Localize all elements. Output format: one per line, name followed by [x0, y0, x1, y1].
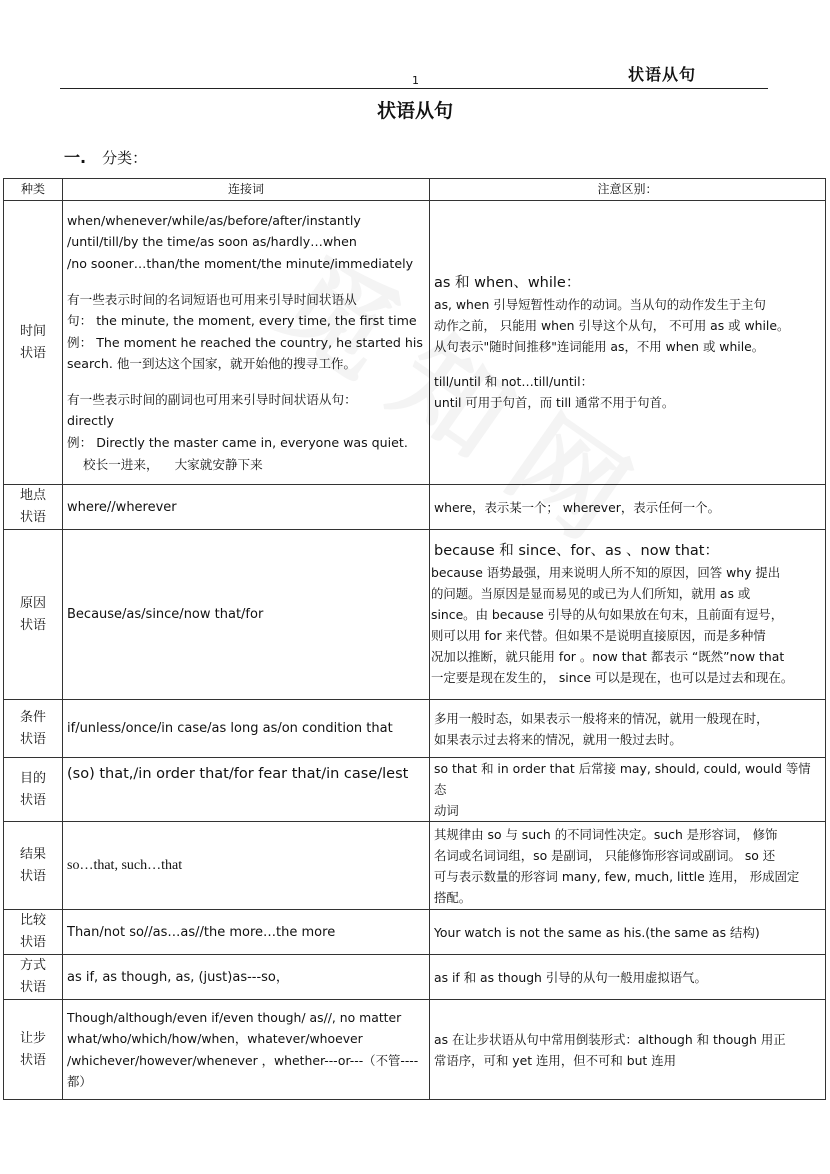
note-cell: Your watch is not the same as his.(the same as 结构)	[430, 910, 826, 955]
section-heading	[64, 145, 147, 168]
note-cell: so that 和 in order that 后常接 may, should, could, would 等情态 动词	[430, 758, 826, 822]
conjunction-cell: when/whenever/while/as/before/after/instantly /until/till/by the time/as soon as/hardly…when /no sooner…than/the moment/the minute/immediately 有一些表示时间的名词短语也可用来引导时间状语从 句： the minute, the moment, every time, the first time 例： The moment he reached the country, he started his search. 他一到达这个国家，就开始他的搜寻工作。 有一些表示时间的副词也可用来引导时间状语从句： directly 例： Directly the master came in, everyone was quiet. 校长一进来， 大家就安静下来	[63, 201, 430, 485]
table-row	[4, 201, 826, 485]
type-cell: 时间 状语	[4, 201, 63, 485]
section-label: 分类：	[102, 149, 148, 167]
table-row	[4, 530, 826, 700]
type-cell: 让步 状语	[4, 1000, 63, 1100]
type-cell: 地点 状语	[4, 485, 63, 530]
header-rule	[60, 88, 768, 89]
note-cell: where，表示某一个； wherever，表示任何一个。	[430, 485, 826, 530]
conjunction-cell: if/unless/once/in case/as long as/on condition that	[63, 700, 430, 758]
table-row	[4, 955, 826, 1000]
note-cell: because 和 since、for、as 、now that： because 语势最强，用来说明人所不知的原因，回答 why 提出 的问题。当原因是显而易见的或已为人们所知，就用 as 或 since。由 because 引导的从句如果放在句末，且前面有逗号， 则可以用 for 来代替。但如果不是说明直接原因，而是多种情 况加以推断，就只能用 for 。now that 都表示 “既然”now that 一定要是现在发生的， since 可以是现在，也可以是过去和现在。	[430, 530, 826, 700]
table-row	[4, 700, 826, 758]
page-number: 1	[412, 74, 419, 87]
note-cell: as if 和 as though 引导的从句一般用虚拟语气。	[430, 955, 826, 1000]
type-cell: 目的 状语	[4, 758, 63, 822]
table-header-row	[4, 179, 826, 201]
type-cell: 结果 状语	[4, 822, 63, 910]
type-cell: 方式 状语	[4, 955, 63, 1000]
table-row	[4, 1000, 826, 1100]
header-title: 状语从句	[628, 65, 697, 84]
conjunction-cell: (so) that,/in order that/for fear that/in case/lest	[63, 758, 430, 822]
header-note: 注意区别：	[430, 179, 826, 201]
table-row	[4, 822, 826, 910]
conjunction-cell: Because/as/since/now that/for	[63, 530, 430, 700]
table-row	[4, 910, 826, 955]
table-row	[4, 758, 826, 822]
conjunction-cell: as if, as though, as, (just)as---so，	[63, 955, 430, 1000]
note-cell: as 在让步状语从句中常用倒装形式：although 和 though 用正 常语序，可和 yet 连用，但不可和 but 连用	[430, 1000, 826, 1100]
clause-table	[3, 178, 826, 1100]
conjunction-cell: so…that, such…that	[63, 822, 430, 910]
header-type: 种类	[4, 179, 63, 201]
note-cell: 多用一般时态，如果表示一般将来的情况，就用一般现在时， 如果表示过去将来的情况，就用一般过去时。	[430, 700, 826, 758]
section-number: 一.	[64, 148, 87, 167]
type-cell: 比较 状语	[4, 910, 63, 955]
type-cell: 原因 状语	[4, 530, 63, 700]
conjunction-cell: Though/although/even if/even though/ as//, no matter what/who/which/how/when，whatever/whoever /whichever/however/whenever ，whether---or---（不管---- 都）	[63, 1000, 430, 1100]
type-cell: 条件 状语	[4, 700, 63, 758]
note-cell: as 和 when、while： as, when 引导短暂性动作的动词。当从句的动作发生于主句 动作之前， 只能用 when 引导这个从句， 不可用 as 或 while。 从句表示"随时间推移"连词能用 as，不用 when 或 while。 till/until 和 not…till/until： until 可用于句首，而 till 通常不用于句首。	[430, 201, 826, 485]
document-title: 状语从句	[376, 100, 453, 122]
conjunction-cell: where//wherever	[63, 485, 430, 530]
conjunction-cell: Than/not so//as…as//the more…the more	[63, 910, 430, 955]
header-conjunction: 连接词	[63, 179, 430, 201]
table-row	[4, 485, 826, 530]
note-cell: 其规律由 so 与 such 的不同词性决定。such 是形容词， 修饰 名词或名词词组，so 是副词， 只能修饰形容词或副词。 so 还 可与表示数量的形容词 many, few, much, little 连用， 形成固定 搭配。	[430, 822, 826, 910]
